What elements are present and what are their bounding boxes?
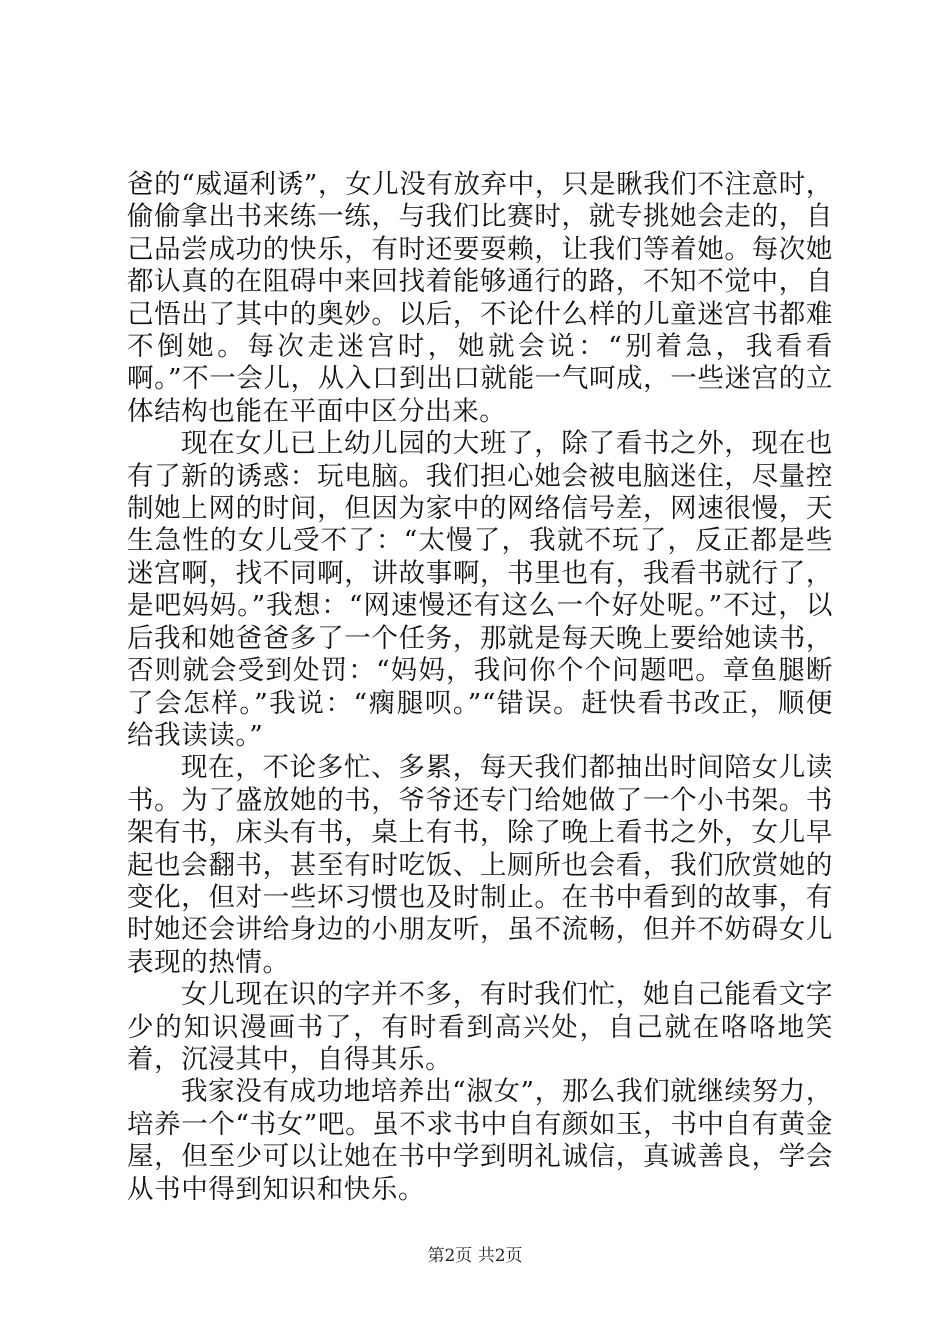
document-body: [127, 169, 833, 1206]
page-footer: 第2页 共2页: [427, 1246, 523, 1266]
paragraph-3: 现在，不论多忙、多累，每天我们都抽出时间陪女儿读书。为了盛放她的书，爷爷还专门给她做了一个小书架。书架有书，床头有书，桌上有书，除了晚上看书之外，女儿早起也会翻书，甚至有时吃饭、上厕所也会看，我们欣赏她的变化，但对一些坏习惯也及时制止。在书中看到的故事，有时她还会讲给身边的小朋友听，虽不流畅，但并不妨碍女儿表现的热情。: [127, 752, 833, 978]
paragraph-5: 我家没有成功地培养出“淑女”，那么我们就继续努力，培养一个“书女”吧。虽不求书中自有颜如玉，书中自有黄金屋，但至少可以让她在书中学到明礼诚信，真诚善良，学会从书中得到知识和快乐。: [127, 1076, 833, 1205]
paragraph-1: 爸的“威逼利诱”，女儿没有放弃中，只是瞅我们不注意时，偷偷拿出书来练一练，与我们比赛时，就专挑她会走的，自己品尝成功的快乐，有时还要耍赖，让我们等着她。每次她都认真的在阻碍中来回找着能够通行的路，不知不觉中，自己悟出了其中的奥妙。以后，不论什么样的儿童迷宫书都难不倒她。每次走迷宫时，她就会说：“别着急，我看看啊。”不一会儿，从入口到出口就能一气呵成，一些迷宫的立体结构也能在平面中区分出来。: [127, 169, 833, 427]
paragraph-2: 现在女儿已上幼儿园的大班了，除了看书之外，现在也有了新的诱惑：玩电脑。我们担心她会被电脑迷住，尽量控制她上网的时间，但因为家中的网络信号差，网速很慢，天生急性的女儿受不了：“太慢了，我就不玩了，反正都是些迷宫啊，找不同啊，讲故事啊，书里也有，我看书就行了，是吧妈妈。”我想：“网速慢还有这么一个好处呢。”不过，以后我和她爸爸多了一个任务，那就是每天晚上要给她读书，否则就会受到处罚：“妈妈，我问你个个问题吧。章鱼腿断了会怎样。”我说：“瘸腿呗。”“错误。赶快看书改正，顺便给我读读。”: [127, 428, 833, 751]
paragraph-4: 女儿现在识的字并不多，有时我们忙，她自己能看文字少的知识漫画书了，有时看到高兴处，自己就在咯咯地笑着，沉浸其中，自得其乐。: [127, 979, 833, 1075]
